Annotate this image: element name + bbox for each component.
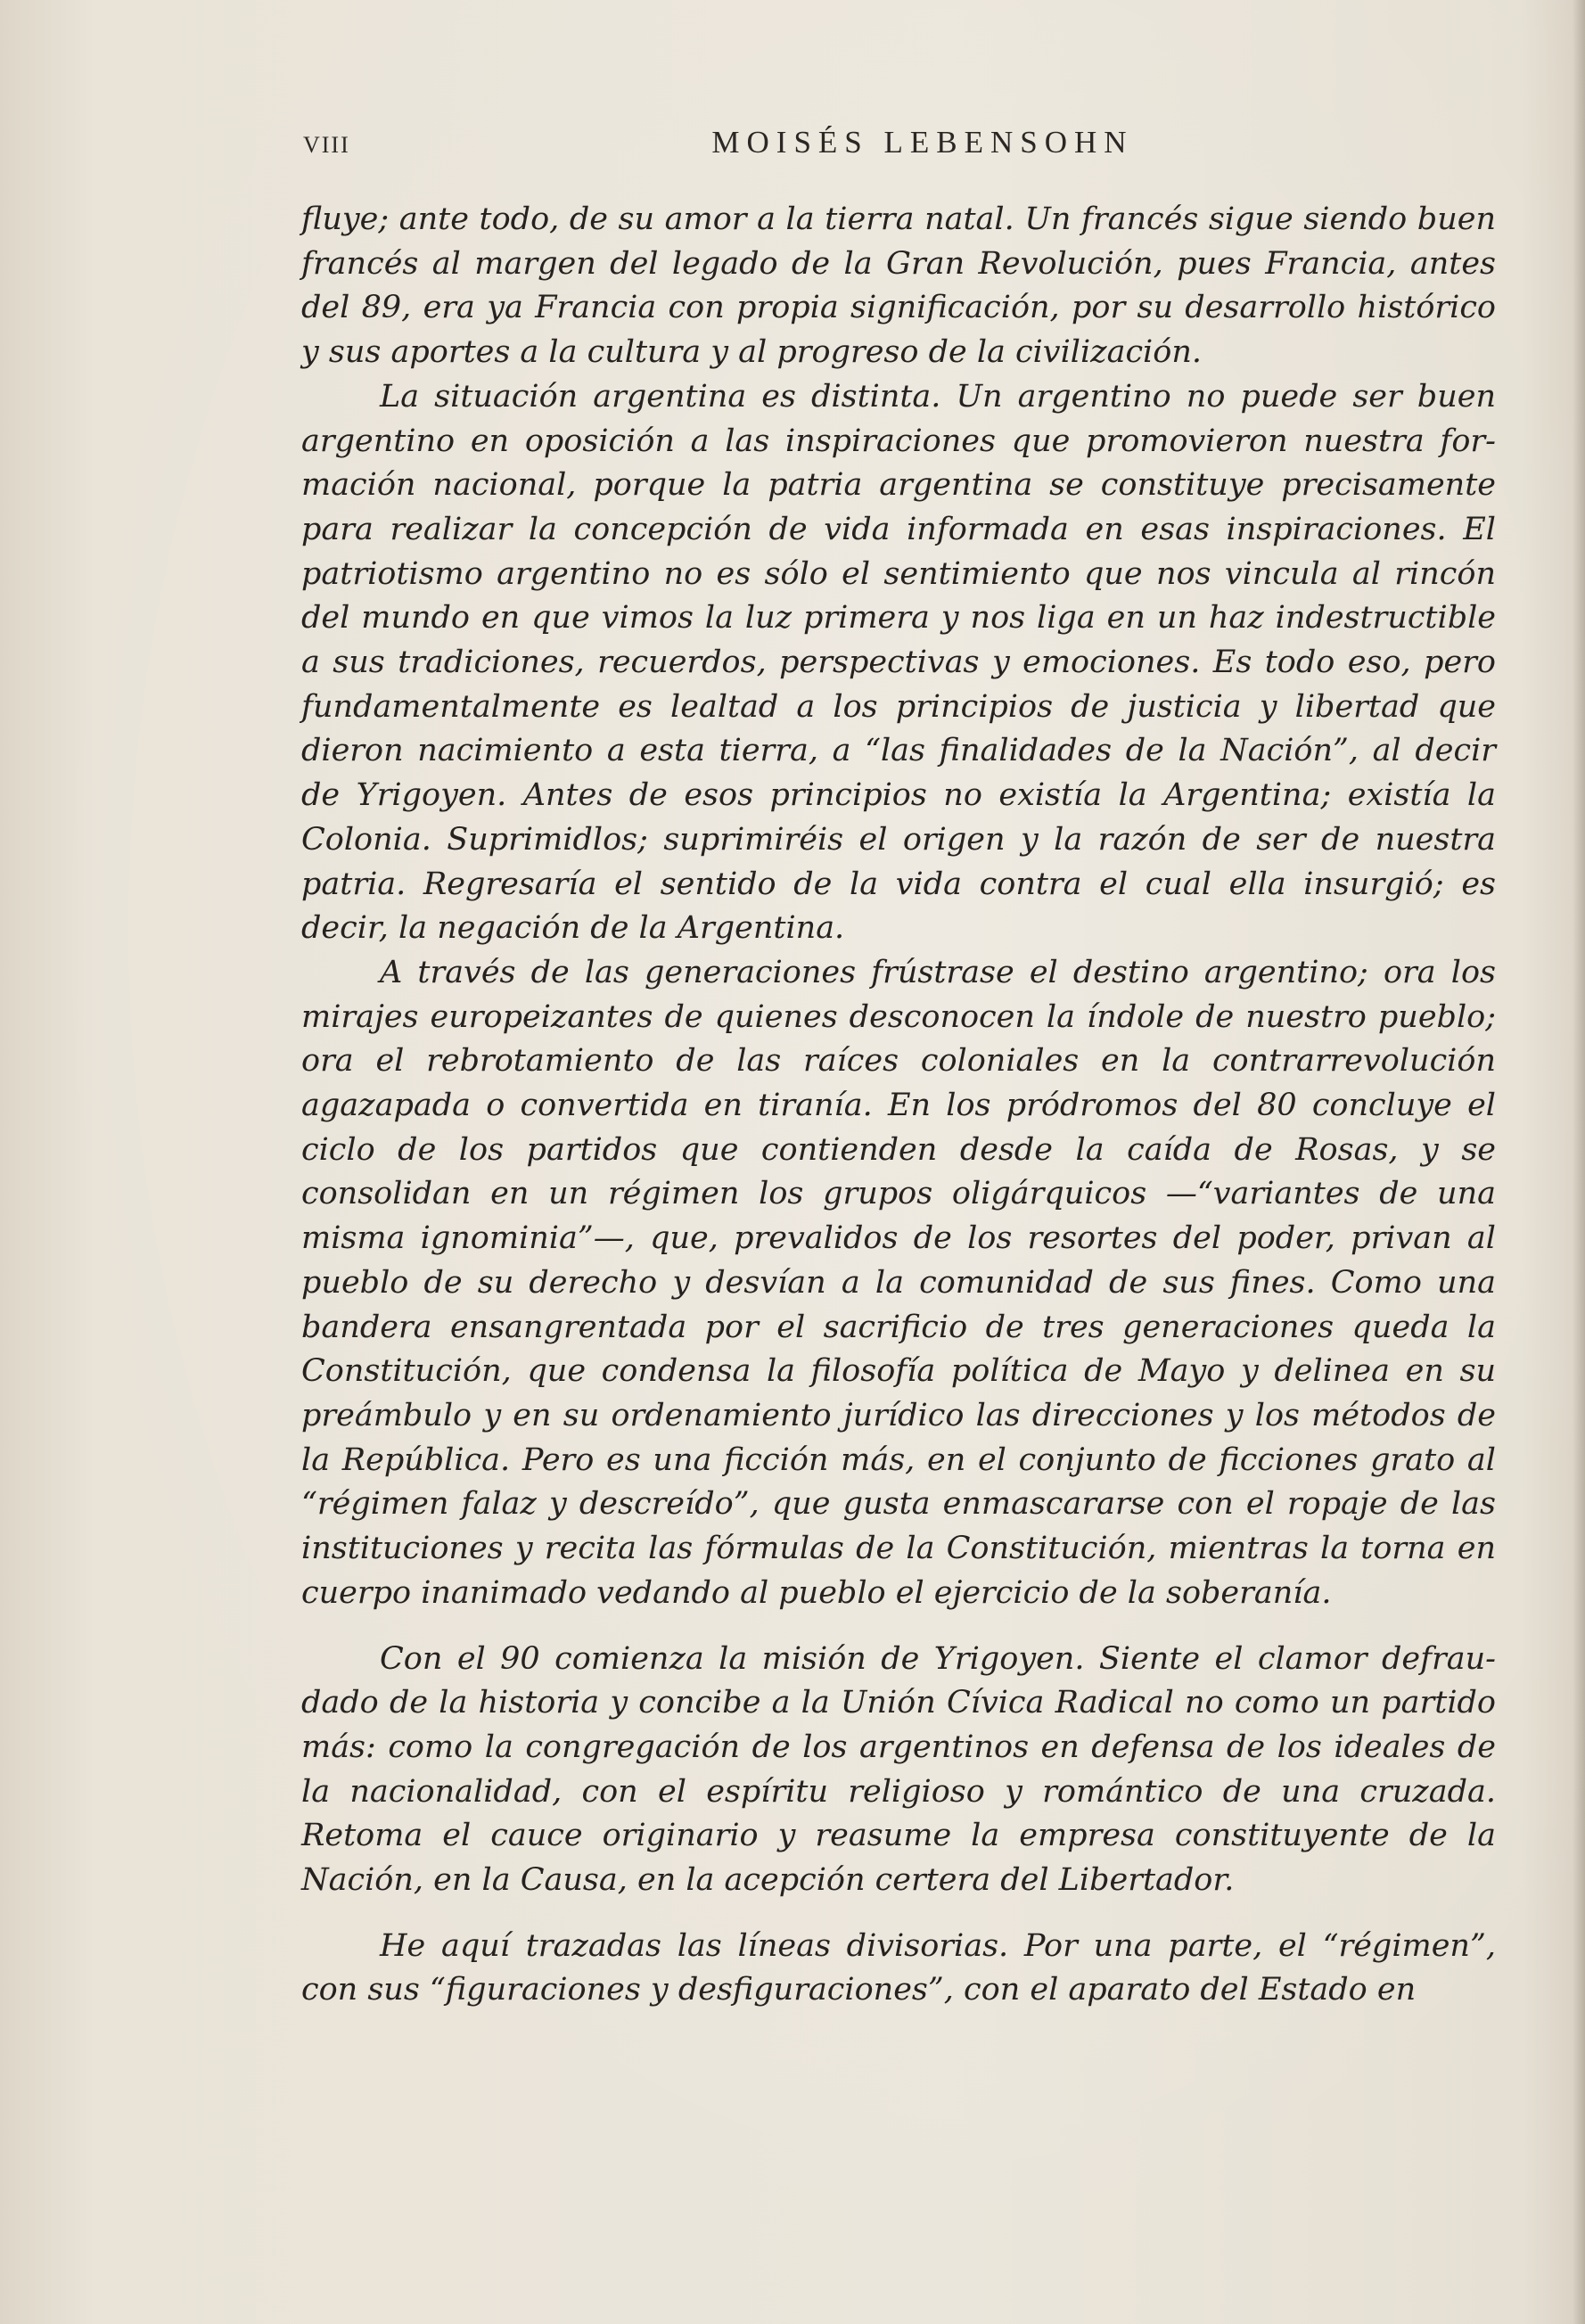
page-edge-shadow bbox=[1573, 0, 1585, 2324]
paragraph: Con el 90 comienza la misión de Yrigoyen. Siente el clamor defraudado de la historia y concibe a la Unión Cívica Radical no como un partido más: como la congregación de los argentinos en defensa de los ideales de la nacionalidad, con el espíritu religioso y romántico de una cruzada. Retoma el cauce originario y reasume la empresa constituyente de la Nación, en la Causa, en la acepción certera del Libertador. bbox=[301, 1640, 1496, 1899]
running-head-author: MOISÉS LEBENSOHN bbox=[711, 125, 1134, 160]
paragraph: He aquí trazadas las líneas divisorias. Por una parte, el “régimen”, con sus “figuraciones y desfiguraciones”, con el aparato del Estado en bbox=[301, 1927, 1496, 2008]
page-header bbox=[303, 125, 1498, 169]
paragraph: La situación argentina es distinta. Un argentino no puede ser buen argentino en oposición a las inspiraciones que promovieron nuestra formación nacional, porque la patria argentina se constituye precisamente para realizar la concepción de vida informada en esas inspiraciones. El patriotismo argentino no es sólo el sentimiento que nos vincula al rincón del mundo en que vimos la luz primera y nos liga en un haz indestructible a sus tradiciones, recuerdos, perspectivas y emociones. Es todo eso, pero fundamentalmente es lealtad a los principios de justicia y libertad que dieron nacimiento a esta tierra, a “las finalidades de la Nación”, al decir de Yrigoyen. Antes de esos principios no existía la Argentina; existía la Colonia. Suprimidlos; suprimiréis el origen y la razón de ser de nuestra patria. Regresaría el sentido de la vida contra el cual ella insurgió; es decir, la negación de la Argentina. bbox=[301, 378, 1496, 947]
page-number: VIII bbox=[303, 132, 350, 158]
paragraph: A través de las generaciones frústrase el destino argentino; ora los mirajes europeizantes de quienes desconocen la índole de nuestro pueblo; ora el rebrotamiento de las raíces coloniales en la contrarrevolución agazapada o convertida en tiranía. En los pródromos del 80 concluye el ciclo de los partidos que contienden desde la caída de Rosas, y se consolidan en un régimen los grupos oligárquicos —“variantes de una misma ignominia”—, que, prevalidos de los resortes del poder, privan al pueblo de su derecho y desvían a la comunidad de sus fines. Como una bandera ensangrentada por el sacrificio de tres generaciones queda la Constitución, que condensa la filosofía política de Mayo y delinea en su preámbulo y en su ordenamiento jurídico las direcciones y los métodos de la República. Pero es una ficción más, en el conjunto de ficciones grato al “régimen falaz y descreído”, que gusta enmascararse con el ropaje de las instituciones y recita las fórmulas de la Constitución, mientras la torna en cuerpo inanimado vedando al pueblo el ejercicio de la soberanía. bbox=[301, 954, 1496, 1611]
paragraph: fluye; ante todo, de su amor a la tierra natal. Un francés sigue siendo buen francés al margen del legado de la Gran Revolución, pues Francia, antes del 89, era ya Francia con propia significación, por su desarrollo histórico y sus aportes a la cultura y al progreso de la civilización. bbox=[301, 201, 1496, 371]
body-text bbox=[301, 198, 1496, 2013]
